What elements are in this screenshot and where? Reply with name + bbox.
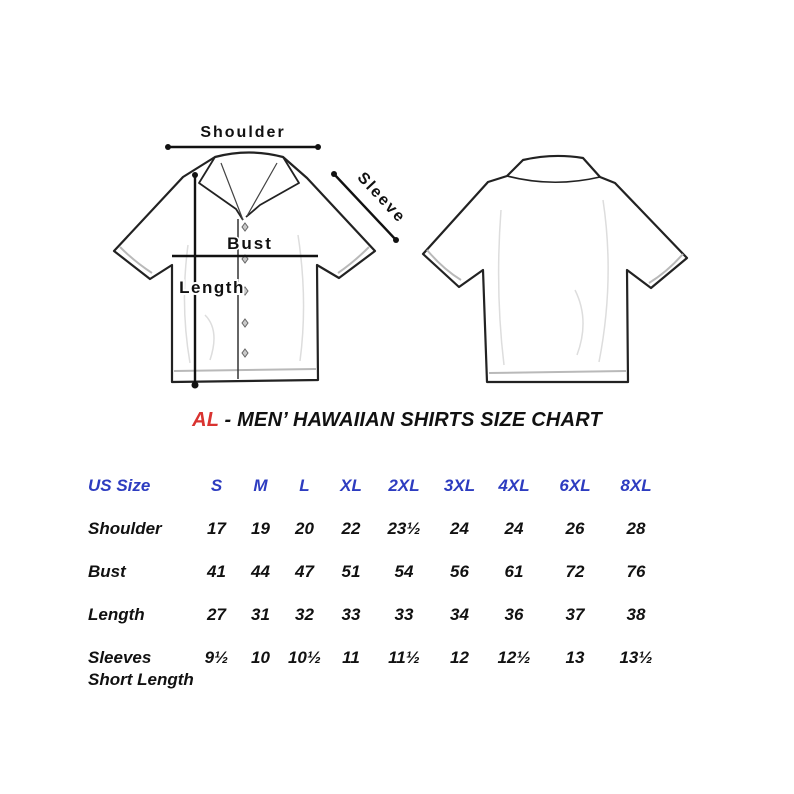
size-value: 10½ — [287, 648, 322, 667]
size-table — [88, 471, 674, 691]
table-row-sleeves — [88, 643, 674, 691]
size-value: 51 — [341, 562, 361, 581]
shirt-back-diagram — [415, 140, 705, 390]
size-value: 17 — [207, 519, 226, 538]
size-value: 11 — [342, 648, 360, 667]
column-header: L — [299, 476, 310, 495]
table-row-length — [88, 600, 674, 643]
size-value: 33 — [341, 605, 361, 624]
row-label: Sleeves Short Length — [88, 648, 194, 689]
size-value: 22 — [341, 519, 361, 538]
size-value: 47 — [295, 562, 314, 581]
size-value: 13 — [565, 648, 585, 667]
size-value: 41 — [207, 562, 226, 581]
shoulder-measure-line — [165, 144, 321, 150]
title-brand: AL — [192, 409, 219, 431]
length-label: Length — [179, 278, 245, 297]
size-value: 44 — [251, 562, 270, 581]
size-value: 24 — [504, 519, 524, 538]
size-value: 27 — [207, 605, 226, 624]
table-header-row — [88, 471, 674, 514]
size-value: 37 — [565, 605, 585, 624]
size-value: 26 — [565, 519, 585, 538]
size-value: 61 — [504, 562, 524, 581]
column-header: S — [210, 476, 223, 495]
size-value: 28 — [626, 519, 646, 538]
row-label: Length — [88, 605, 145, 624]
size-value: 31 — [251, 605, 270, 624]
table-row-shoulder — [88, 514, 674, 557]
bust-label: Bust — [227, 234, 273, 253]
column-header: 3XL — [443, 476, 476, 495]
size-value: 10 — [251, 648, 270, 667]
column-header: XL — [340, 476, 362, 495]
size-value: 34 — [450, 605, 469, 624]
size-value: 56 — [450, 562, 469, 581]
size-value: 19 — [251, 519, 270, 538]
size-value: 33 — [394, 605, 414, 624]
column-header: 6XL — [559, 476, 591, 495]
shoulder-label: Shoulder — [200, 124, 286, 141]
size-value: 24 — [450, 519, 469, 538]
column-header: 8XL — [620, 476, 652, 495]
size-value: 36 — [504, 605, 524, 624]
size-value: 23½ — [387, 519, 421, 538]
shirt-back-outline — [423, 156, 687, 382]
size-value: 20 — [295, 519, 314, 538]
column-header-us-size: US Size — [88, 476, 151, 495]
table-row-bust — [88, 557, 674, 600]
size-value: 32 — [295, 605, 314, 624]
shirt-front-outline — [114, 153, 375, 383]
title-text: - MEN’ HAWAIIAN SHIRTS SIZE CHART — [224, 409, 602, 431]
size-value: 13½ — [619, 648, 653, 667]
shirt-front-diagram — [110, 115, 410, 405]
size-value: 38 — [626, 605, 646, 624]
row-label: Bust — [88, 562, 126, 581]
column-header: 4XL — [498, 476, 530, 495]
size-value: 12½ — [497, 648, 531, 667]
chart-title — [0, 409, 794, 432]
column-header: M — [253, 476, 268, 495]
size-value: 9½ — [204, 648, 229, 667]
size-value: 76 — [626, 562, 646, 581]
row-label: Shoulder — [88, 519, 162, 538]
size-value: 12 — [450, 648, 469, 667]
sleeve-label: Sleeve — [353, 169, 409, 227]
size-value: 54 — [394, 562, 414, 581]
size-value: 11½ — [388, 648, 420, 667]
column-header: 2XL — [388, 476, 420, 495]
size-value: 72 — [565, 562, 585, 581]
